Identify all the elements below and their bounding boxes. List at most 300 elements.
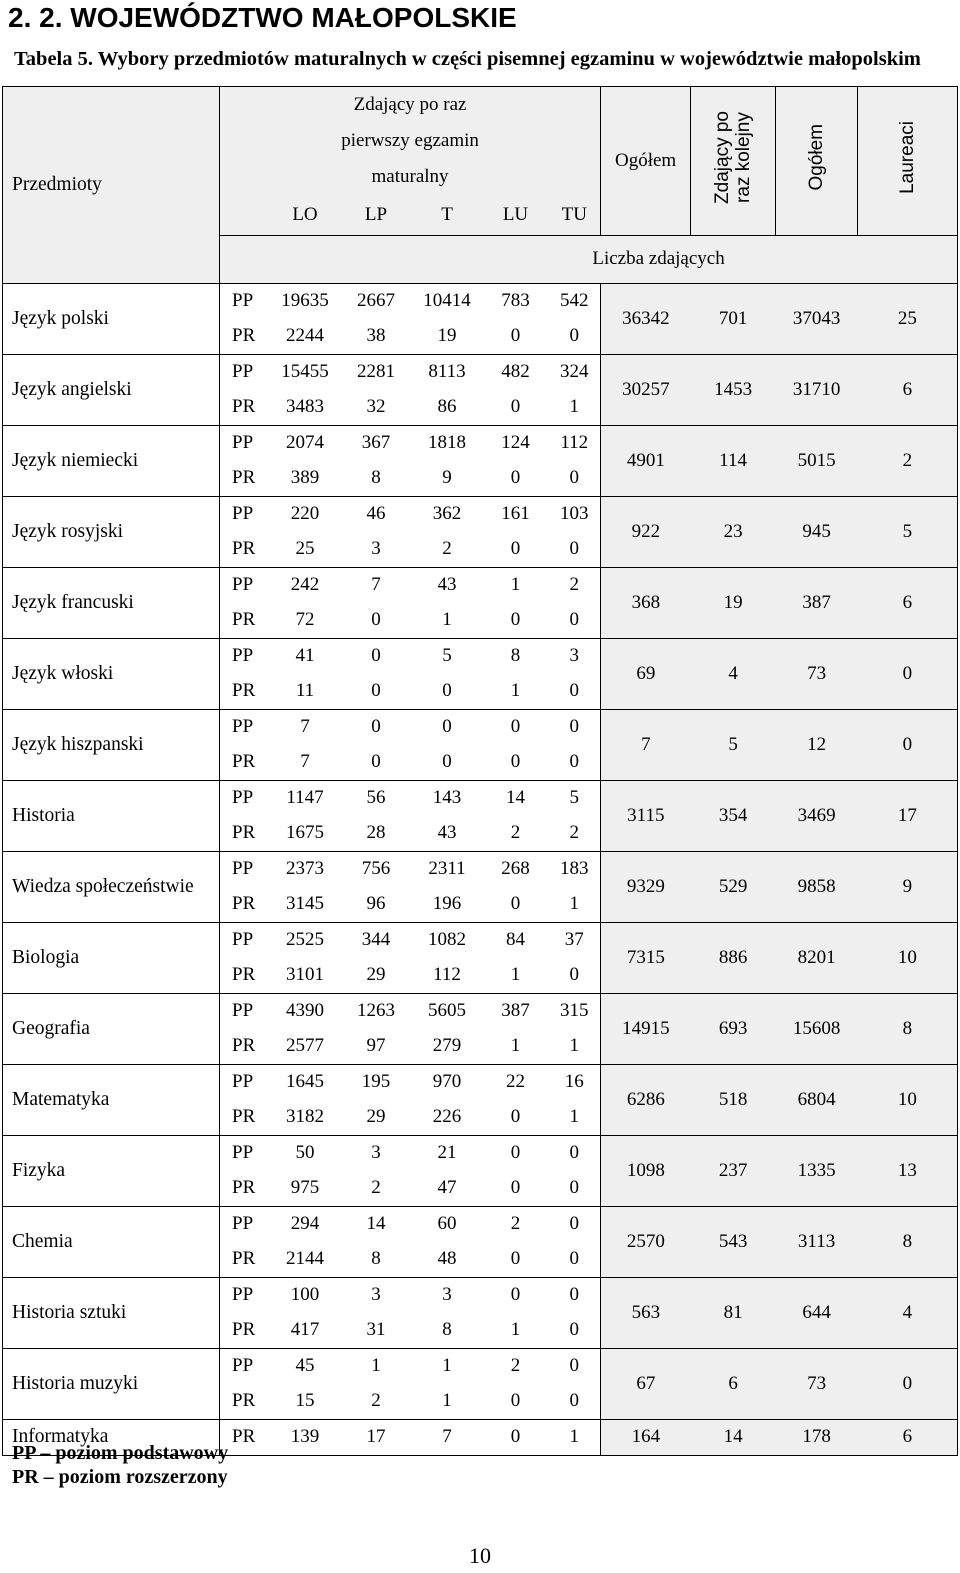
repeat-cell: 529 [691, 851, 776, 922]
laureates-cell: 17 [858, 780, 958, 851]
total-first-cell: 7 [601, 709, 691, 780]
count-cell: 1 [483, 1029, 549, 1065]
level-label: PP [220, 496, 270, 532]
count-cell: 0 [549, 319, 601, 355]
count-cell: 2311 [412, 851, 483, 887]
table-row [3, 709, 958, 745]
count-cell: 161 [483, 496, 549, 532]
count-cell: 32 [341, 390, 412, 426]
level-label: PR [220, 1171, 270, 1207]
level-label: PP [220, 354, 270, 390]
count-cell: 2 [341, 1171, 412, 1207]
level-label: PR [220, 1242, 270, 1278]
count-cell: 84 [483, 922, 549, 958]
count-cell: 3 [341, 1135, 412, 1171]
legend-pp: PP – poziom podstawowy [12, 1442, 229, 1464]
header-type-lu: LU [483, 195, 549, 235]
total-cell: 12 [776, 709, 858, 780]
laureates-cell: 10 [858, 922, 958, 993]
subject-name: Historia sztuki [3, 1277, 220, 1348]
count-cell: 2 [412, 532, 483, 568]
count-cell: 279 [412, 1029, 483, 1065]
table-row [3, 1206, 958, 1242]
count-cell: 2 [483, 1206, 549, 1242]
table-row [3, 1348, 958, 1384]
count-cell: 1645 [270, 1064, 341, 1100]
header-laureates: Laureaci [858, 87, 958, 236]
header-repeat: Zdający po raz kolejny [691, 87, 776, 236]
table-row [3, 993, 958, 1029]
count-cell: 1082 [412, 922, 483, 958]
total-cell: 73 [776, 638, 858, 709]
count-cell: 56 [341, 780, 412, 816]
table-row [3, 1277, 958, 1313]
count-cell: 0 [549, 674, 601, 710]
total-first-cell: 6286 [601, 1064, 691, 1135]
count-cell: 0 [549, 603, 601, 639]
count-cell: 0 [341, 603, 412, 639]
count-cell: 220 [270, 496, 341, 532]
count-cell: 28 [341, 816, 412, 852]
count-cell: 417 [270, 1313, 341, 1349]
level-label: PP [220, 780, 270, 816]
count-cell: 0 [483, 745, 549, 781]
count-cell: 2 [483, 1348, 549, 1384]
header-total: Ogółem [776, 87, 858, 236]
count-cell: 143 [412, 780, 483, 816]
total-first-cell: 36342 [601, 283, 691, 354]
count-cell: 783 [483, 283, 549, 319]
laureates-cell: 2 [858, 425, 958, 496]
count-cell: 2 [341, 1384, 412, 1420]
table-row [3, 1064, 958, 1100]
count-cell: 2525 [270, 922, 341, 958]
count-cell: 542 [549, 283, 601, 319]
level-label: PP [220, 993, 270, 1029]
count-cell: 0 [341, 745, 412, 781]
level-label: PP [220, 922, 270, 958]
count-cell: 8 [341, 1242, 412, 1278]
count-cell: 2244 [270, 319, 341, 355]
laureates-cell: 9 [858, 851, 958, 922]
repeat-cell: 23 [691, 496, 776, 567]
count-cell: 1 [549, 1100, 601, 1136]
count-cell: 17 [341, 1419, 412, 1455]
count-cell: 2 [549, 816, 601, 852]
level-label: PR [220, 1419, 270, 1455]
count-cell: 5 [412, 638, 483, 674]
total-cell: 387 [776, 567, 858, 638]
count-cell: 0 [549, 958, 601, 994]
total-cell: 178 [776, 1419, 858, 1455]
count-cell: 482 [483, 354, 549, 390]
subject-name: Język hiszpanski [3, 709, 220, 780]
count-cell: 2281 [341, 354, 412, 390]
count-cell: 41 [270, 638, 341, 674]
repeat-cell: 81 [691, 1277, 776, 1348]
total-first-cell: 563 [601, 1277, 691, 1348]
count-cell: 3101 [270, 958, 341, 994]
total-first-cell: 30257 [601, 354, 691, 425]
count-cell: 0 [483, 319, 549, 355]
count-cell: 14 [341, 1206, 412, 1242]
count-cell: 72 [270, 603, 341, 639]
subject-name: Język polski [3, 283, 220, 354]
count-cell: 975 [270, 1171, 341, 1207]
laureates-cell: 10 [858, 1064, 958, 1135]
count-cell: 0 [549, 461, 601, 497]
repeat-cell: 4 [691, 638, 776, 709]
count-cell: 2373 [270, 851, 341, 887]
count-cell: 268 [483, 851, 549, 887]
subject-name: Fizyka [3, 1135, 220, 1206]
total-cell: 15608 [776, 993, 858, 1064]
count-cell: 8 [412, 1313, 483, 1349]
level-label: PR [220, 1100, 270, 1136]
count-cell: 315 [549, 993, 601, 1029]
count-cell: 2 [483, 816, 549, 852]
count-cell: 1 [483, 674, 549, 710]
repeat-cell: 19 [691, 567, 776, 638]
table-row [3, 567, 958, 603]
count-cell: 38 [341, 319, 412, 355]
total-cell: 6804 [776, 1064, 858, 1135]
subject-name: Język niemiecki [3, 425, 220, 496]
count-cell: 7 [270, 709, 341, 745]
count-cell: 60 [412, 1206, 483, 1242]
count-cell: 2577 [270, 1029, 341, 1065]
repeat-cell: 5 [691, 709, 776, 780]
subject-name: Chemia [3, 1206, 220, 1277]
total-cell: 3113 [776, 1206, 858, 1277]
header-type-lo: LO [270, 195, 341, 235]
count-cell: 0 [549, 1277, 601, 1313]
legend [12, 1441, 228, 1489]
header-count-label: Liczba zdających [220, 235, 958, 283]
count-cell: 0 [483, 887, 549, 923]
count-cell: 16 [549, 1064, 601, 1100]
count-cell: 0 [483, 1277, 549, 1313]
count-cell: 0 [412, 745, 483, 781]
level-label: PR [220, 1313, 270, 1349]
subject-name: Geografia [3, 993, 220, 1064]
laureates-cell: 6 [858, 354, 958, 425]
subject-name: Język włoski [3, 638, 220, 709]
laureates-cell: 0 [858, 709, 958, 780]
total-cell: 1335 [776, 1135, 858, 1206]
total-first-cell: 1098 [601, 1135, 691, 1206]
count-cell: 3 [549, 638, 601, 674]
laureates-cell: 8 [858, 1206, 958, 1277]
count-cell: 10414 [412, 283, 483, 319]
count-cell: 100 [270, 1277, 341, 1313]
level-label: PR [220, 745, 270, 781]
count-cell: 22 [483, 1064, 549, 1100]
table-row [3, 1135, 958, 1171]
count-cell: 1 [412, 1348, 483, 1384]
count-cell: 11 [270, 674, 341, 710]
count-cell: 756 [341, 851, 412, 887]
total-first-cell: 2570 [601, 1206, 691, 1277]
count-cell: 0 [549, 1135, 601, 1171]
total-first-cell: 368 [601, 567, 691, 638]
count-cell: 183 [549, 851, 601, 887]
count-cell: 19635 [270, 283, 341, 319]
laureates-cell: 25 [858, 283, 958, 354]
count-cell: 46 [341, 496, 412, 532]
count-cell: 8113 [412, 354, 483, 390]
level-label: PR [220, 674, 270, 710]
page-number: 10 [469, 1543, 491, 1568]
count-cell: 29 [341, 1100, 412, 1136]
count-cell: 3 [412, 1277, 483, 1313]
count-cell: 29 [341, 958, 412, 994]
count-cell: 0 [483, 461, 549, 497]
level-label: PP [220, 1277, 270, 1313]
table-row [3, 425, 958, 461]
repeat-cell: 14 [691, 1419, 776, 1455]
count-cell: 0 [483, 709, 549, 745]
subject-name: Historia muzyki [3, 1348, 220, 1419]
count-cell: 3 [341, 1277, 412, 1313]
laureates-cell: 13 [858, 1135, 958, 1206]
count-cell: 43 [412, 816, 483, 852]
count-cell: 0 [549, 1171, 601, 1207]
table-body [3, 283, 958, 1455]
count-cell: 3 [341, 532, 412, 568]
repeat-cell: 1453 [691, 354, 776, 425]
count-cell: 226 [412, 1100, 483, 1136]
count-cell: 14 [483, 780, 549, 816]
count-cell: 8 [341, 461, 412, 497]
total-cell: 8201 [776, 922, 858, 993]
count-cell: 0 [483, 1419, 549, 1455]
repeat-cell: 354 [691, 780, 776, 851]
count-cell: 103 [549, 496, 601, 532]
subject-name: Informatyka [3, 1419, 220, 1455]
subject-name: Matematyka [3, 1064, 220, 1135]
header-first-time: Zdający po raz pierwszy egzamin maturalny [220, 87, 601, 196]
count-cell: 25 [270, 532, 341, 568]
repeat-cell: 701 [691, 283, 776, 354]
table-row [3, 851, 958, 887]
count-cell: 0 [483, 1384, 549, 1420]
subject-name: Biologia [3, 922, 220, 993]
count-cell: 19 [412, 319, 483, 355]
repeat-cell: 237 [691, 1135, 776, 1206]
count-cell: 0 [549, 1242, 601, 1278]
level-label: PR [220, 319, 270, 355]
count-cell: 1 [341, 1348, 412, 1384]
count-cell: 3483 [270, 390, 341, 426]
level-label: PP [220, 283, 270, 319]
header-level-spacer [220, 195, 270, 235]
count-cell: 362 [412, 496, 483, 532]
level-label: PR [220, 603, 270, 639]
count-cell: 1147 [270, 780, 341, 816]
count-cell: 47 [412, 1171, 483, 1207]
level-label: PR [220, 1029, 270, 1065]
count-cell: 96 [341, 887, 412, 923]
count-cell: 3182 [270, 1100, 341, 1136]
count-cell: 2144 [270, 1242, 341, 1278]
repeat-cell: 518 [691, 1064, 776, 1135]
subject-name: Wiedza społeczeństwie [3, 851, 220, 922]
total-cell: 37043 [776, 283, 858, 354]
subject-name: Język francuski [3, 567, 220, 638]
count-cell: 0 [483, 1171, 549, 1207]
count-cell: 2 [549, 567, 601, 603]
count-cell: 1675 [270, 816, 341, 852]
count-cell: 242 [270, 567, 341, 603]
repeat-cell: 543 [691, 1206, 776, 1277]
count-cell: 0 [483, 603, 549, 639]
table-row [3, 354, 958, 390]
table-row [3, 496, 958, 532]
count-cell: 9 [412, 461, 483, 497]
table-row [3, 638, 958, 674]
table-row [3, 922, 958, 958]
legend-pr: PR – poziom rozszerzony [12, 1466, 228, 1488]
count-cell: 0 [549, 1384, 601, 1420]
level-label: PP [220, 709, 270, 745]
total-first-cell: 69 [601, 638, 691, 709]
count-cell: 0 [483, 390, 549, 426]
count-cell: 15 [270, 1384, 341, 1420]
count-cell: 97 [341, 1029, 412, 1065]
level-label: PP [220, 851, 270, 887]
count-cell: 0 [412, 709, 483, 745]
total-first-cell: 922 [601, 496, 691, 567]
count-cell: 294 [270, 1206, 341, 1242]
count-cell: 0 [341, 638, 412, 674]
count-cell: 970 [412, 1064, 483, 1100]
count-cell: 124 [483, 425, 549, 461]
count-cell: 1 [483, 1313, 549, 1349]
count-cell: 2074 [270, 425, 341, 461]
header-total-first: Ogółem [601, 87, 691, 236]
count-cell: 0 [483, 532, 549, 568]
repeat-cell: 6 [691, 1348, 776, 1419]
repeat-cell: 693 [691, 993, 776, 1064]
count-cell: 0 [341, 709, 412, 745]
count-cell: 389 [270, 461, 341, 497]
count-cell: 1 [549, 1419, 601, 1455]
repeat-cell: 886 [691, 922, 776, 993]
count-cell: 2667 [341, 283, 412, 319]
laureates-cell: 6 [858, 1419, 958, 1455]
count-cell: 139 [270, 1419, 341, 1455]
total-first-cell: 9329 [601, 851, 691, 922]
total-first-cell: 3115 [601, 780, 691, 851]
count-cell: 86 [412, 390, 483, 426]
total-cell: 31710 [776, 354, 858, 425]
count-cell: 0 [483, 1242, 549, 1278]
section-title: 2. 2. WOJEWÓDZTWO MAŁOPOLSKIE [8, 2, 517, 33]
level-label: PP [220, 1064, 270, 1100]
count-cell: 0 [483, 1135, 549, 1171]
count-cell: 1 [483, 567, 549, 603]
header-type-tu: TU [549, 195, 601, 235]
total-cell: 73 [776, 1348, 858, 1419]
count-cell: 15455 [270, 354, 341, 390]
level-label: PR [220, 816, 270, 852]
total-cell: 5015 [776, 425, 858, 496]
count-cell: 0 [412, 674, 483, 710]
count-cell: 31 [341, 1313, 412, 1349]
subject-name: Język rosyjski [3, 496, 220, 567]
total-first-cell: 67 [601, 1348, 691, 1419]
level-label: PP [220, 1135, 270, 1171]
level-label: PR [220, 390, 270, 426]
level-label: PR [220, 461, 270, 497]
level-label: PR [220, 1384, 270, 1420]
count-cell: 5 [549, 780, 601, 816]
count-cell: 387 [483, 993, 549, 1029]
repeat-cell: 114 [691, 425, 776, 496]
count-cell: 0 [549, 709, 601, 745]
count-cell: 0 [549, 1348, 601, 1384]
laureates-cell: 8 [858, 993, 958, 1064]
laureates-cell: 0 [858, 638, 958, 709]
count-cell: 1 [412, 603, 483, 639]
count-cell: 195 [341, 1064, 412, 1100]
total-first-cell: 4901 [601, 425, 691, 496]
level-label: PR [220, 958, 270, 994]
header-type-lp: LP [341, 195, 412, 235]
laureates-cell: 0 [858, 1348, 958, 1419]
count-cell: 0 [549, 532, 601, 568]
level-label: PP [220, 1206, 270, 1242]
level-label: PP [220, 638, 270, 674]
total-cell: 945 [776, 496, 858, 567]
count-cell: 1 [483, 958, 549, 994]
count-cell: 1 [549, 887, 601, 923]
subject-name: Język angielski [3, 354, 220, 425]
level-label: PR [220, 532, 270, 568]
total-cell: 9858 [776, 851, 858, 922]
count-cell: 1 [549, 1029, 601, 1065]
count-cell: 5605 [412, 993, 483, 1029]
count-cell: 45 [270, 1348, 341, 1384]
count-cell: 7 [341, 567, 412, 603]
level-label: PP [220, 1348, 270, 1384]
count-cell: 112 [412, 958, 483, 994]
count-cell: 0 [549, 1206, 601, 1242]
count-cell: 4390 [270, 993, 341, 1029]
total-first-cell: 7315 [601, 922, 691, 993]
count-cell: 112 [549, 425, 601, 461]
count-cell: 1 [549, 390, 601, 426]
total-first-cell: 164 [601, 1419, 691, 1455]
count-cell: 21 [412, 1135, 483, 1171]
level-label: PR [220, 887, 270, 923]
count-cell: 3145 [270, 887, 341, 923]
count-cell: 37 [549, 922, 601, 958]
count-cell: 50 [270, 1135, 341, 1171]
table-caption: Tabela 5. Wybory przedmiotów maturalnych w części pisemnej egzaminu w województwie małopolskim [14, 48, 921, 70]
count-cell: 0 [549, 745, 601, 781]
count-cell: 1 [412, 1384, 483, 1420]
count-cell: 0 [341, 674, 412, 710]
count-cell: 196 [412, 887, 483, 923]
total-cell: 644 [776, 1277, 858, 1348]
count-cell: 43 [412, 567, 483, 603]
laureates-cell: 4 [858, 1277, 958, 1348]
level-label: PP [220, 567, 270, 603]
count-cell: 0 [483, 1100, 549, 1136]
subject-name: Historia [3, 780, 220, 851]
